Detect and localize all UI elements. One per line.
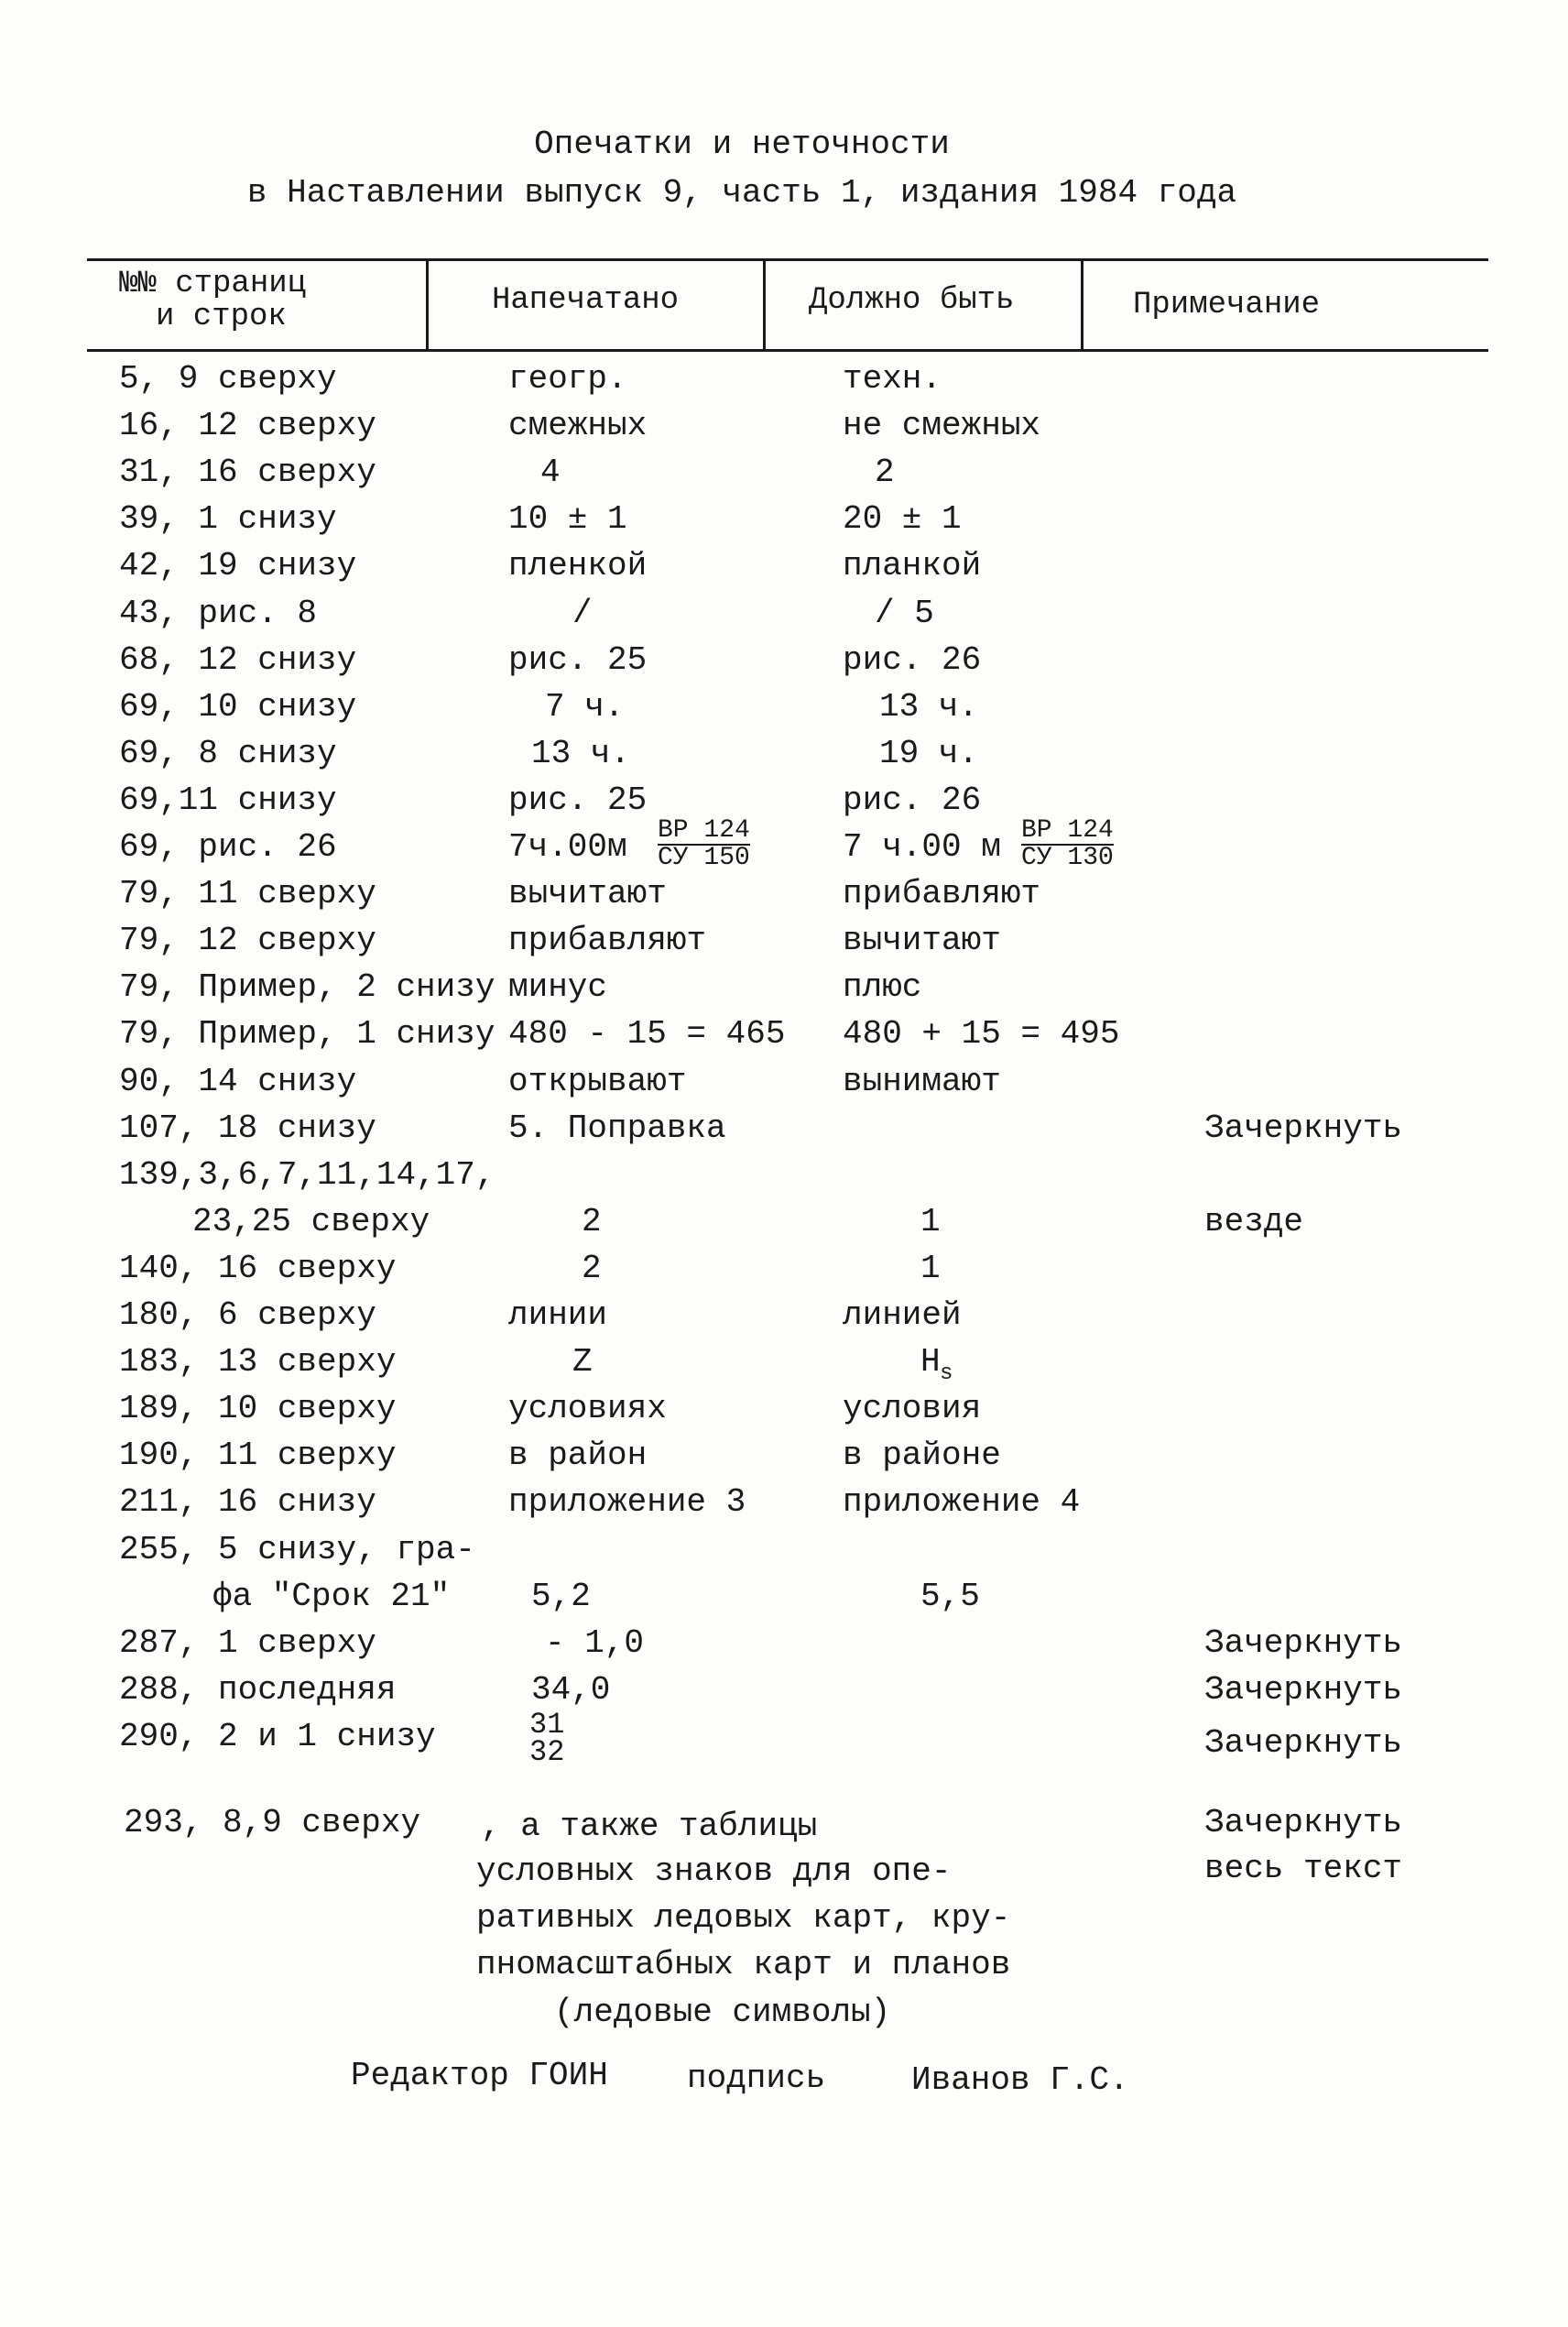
row-13-printed: минус [508,968,608,1007]
row-9-page: 69,11 снизу [119,781,337,819]
row-17-page: 139,3,6,7,11,14,17, [119,1155,495,1194]
row-2-should: 2 [875,453,895,492]
row-6-printed: рис. 25 [508,640,648,679]
row-5-printed: / [572,594,593,632]
row-8-page: 69, 8 снизу [119,734,337,772]
row-23-page: 190, 11 сверху [119,1437,397,1475]
row-13-should: плюс [843,968,922,1007]
header-note: Примечание [1133,288,1321,322]
row-4-page: 42, 19 снизу [119,547,357,585]
row-18-note: везде [1204,1202,1304,1240]
row-26-should: 5,5 [920,1577,980,1615]
r290-bottom-value: 32 [529,1735,565,1769]
row-2-page: 31, 16 сверху [119,453,376,492]
row-1-should: не смежных [843,407,1041,445]
fraction2-numerator: ВР 124 [1021,816,1114,845]
row-4-should: планкой [843,547,982,585]
row-293-line-4: пномасштабных карт и планов [476,1946,1011,1983]
row-19-printed: 2 [582,1249,602,1287]
row-18-page: 23,25 сверху [192,1202,430,1240]
row-14-printed: 480 - 15 = 465 [508,1015,786,1054]
row-24-should: приложение 4 [843,1483,1081,1522]
header-should-be: Должно быть [809,283,1015,318]
column-divider-3 [1081,258,1083,352]
row-10-should: 7 ч.00 м [843,828,1001,866]
row-3-should: 20 ± 1 [843,500,962,539]
row-3-page: 39, 1 снизу [119,500,337,539]
row-11-should: прибавляют [843,875,1041,913]
fraction2-denominator: СУ 130 [1021,844,1114,872]
row-21-printed: Z [572,1343,593,1382]
row-9-should: рис. 26 [843,781,982,819]
row-28-note: Зачеркнуть [1204,1670,1403,1709]
row-20-page: 180, 6 сверху [119,1296,376,1334]
row-27-note: Зачеркнуть [1204,1623,1403,1662]
row-20-printed: линии [508,1296,608,1334]
row-12-should: вычитают [843,922,1001,960]
row-15-page: 90, 14 снизу [119,1062,357,1100]
row-293-note-2: весь текст [1204,1850,1403,1887]
footer-role: Редактор ГОИН [351,2057,608,2094]
row-26-printed: 5,2 [531,1577,591,1615]
row-7-should: 13 ч. [879,687,979,726]
header-printed: Напечатано [492,283,680,318]
row-6-page: 68, 12 снизу [119,640,357,679]
row-24-printed: приложение 3 [508,1483,746,1522]
row-28-printed: 34,0 [531,1670,611,1709]
row-27-printed: - 1,0 [545,1623,645,1662]
row-11-page: 79, 11 сверху [119,875,376,913]
row-18-should: 1 [920,1202,941,1240]
row-293-line-3: ративных ледовых карт, кру- [476,1899,1011,1937]
row-0-page: 5, 9 сверху [119,360,337,398]
row-1-printed: смежных [508,407,648,445]
row-21-page: 183, 13 сверху [119,1343,397,1382]
column-divider-1 [426,258,429,352]
row-15-should: вынимают [843,1062,1001,1100]
row-19-should: 1 [920,1249,941,1287]
row-16-printed: 5. Поправка [508,1109,726,1147]
row-11-printed: вычитают [508,875,667,913]
row-13-page: 79, Пример, 2 снизу [119,968,495,1007]
row-19-page: 140, 16 сверху [119,1249,397,1287]
row-5-should: / 5 [875,594,934,632]
h-subscript: s [940,1361,953,1386]
table-header-bottom-rule [87,349,1488,352]
doc-title-line2: в Наставлении выпуск 9, часть 1, издания 1984 года [246,174,1237,212]
row-1-page: 16, 12 сверху [119,407,376,445]
row-12-printed: прибавляют [508,922,707,960]
fraction-printed [658,818,750,871]
row-3-printed: 10 ± 1 [508,500,627,539]
fraction-numerator: ВР 124 [658,816,750,845]
row-22-page: 189, 10 сверху [119,1390,397,1428]
row-2-printed: 4 [540,453,561,492]
row-16-note: Зачеркнуть [1204,1109,1403,1147]
row-7-printed: 7 ч. [545,687,625,726]
row-5-page: 43, рис. 8 [119,594,318,632]
row-29-page: 290, 2 и 1 снизу [119,1717,436,1755]
column-divider-2 [763,258,766,352]
row-23-should: в районе [843,1437,1001,1475]
footer-name: Иванов Г.С. [911,2061,1129,2099]
row-22-printed: условиях [508,1390,667,1428]
row-10-page: 69, рис. 26 [119,828,337,866]
row-14-should: 480 + 15 = 495 [843,1015,1120,1054]
footer-signature-label: подпись [687,2059,826,2097]
row-10-printed: 7ч.00м [508,828,627,866]
table-top-rule [87,258,1488,261]
row-293-line-5: (ледовые символы) [554,1994,891,2031]
row-22-should: условия [843,1390,982,1428]
row-293-line-1: , а также таблицы [481,1808,818,1845]
row-293-note-1: Зачеркнуть [1204,1804,1403,1841]
r290-top-value: 31 [529,1708,565,1742]
row-25-page: 255, 5 снизу, гра- [119,1530,475,1568]
row-0-should: техн. [843,360,942,398]
header-pages-line1: №№ страниц [119,267,307,301]
row-26-page: фа "Срок 21" [212,1577,451,1615]
row-290-printed [529,1708,565,1770]
fraction-should-be [1021,818,1114,871]
row-4-printed: пленкой [508,547,648,585]
row-20-should: линией [843,1296,962,1334]
row-14-page: 79, Пример, 1 снизу [119,1015,495,1054]
row-8-printed: 13 ч. [531,734,631,772]
row-7-page: 69, 10 снизу [119,687,357,726]
doc-title-line1: Опечатки и неточности [534,126,950,163]
row-9-printed: рис. 25 [508,781,648,819]
row-24-page: 211, 16 снизу [119,1483,376,1522]
fraction-denominator: СУ 150 [658,844,750,872]
row-28-page: 288, последняя [119,1670,397,1709]
row-23-printed: в район [508,1437,648,1475]
row-293-line-2: условных знаков для опе- [476,1852,952,1890]
header-pages-line2: и строк [156,300,287,334]
row-0-printed: геогр. [508,360,627,398]
row-12-page: 79, 12 сверху [119,922,376,960]
row-15-printed: открывают [508,1062,687,1100]
row-290-note: Зачеркнуть [1204,1724,1403,1762]
row-6-should: рис. 26 [843,640,982,679]
row-27-page: 287, 1 сверху [119,1623,376,1662]
row-293-page: 293, 8,9 сверху [124,1804,421,1841]
row-21-should: H [920,1343,941,1382]
row-16-page: 107, 18 снизу [119,1109,376,1147]
row-8-should: 19 ч. [879,734,979,772]
row-18-printed: 2 [582,1202,602,1240]
